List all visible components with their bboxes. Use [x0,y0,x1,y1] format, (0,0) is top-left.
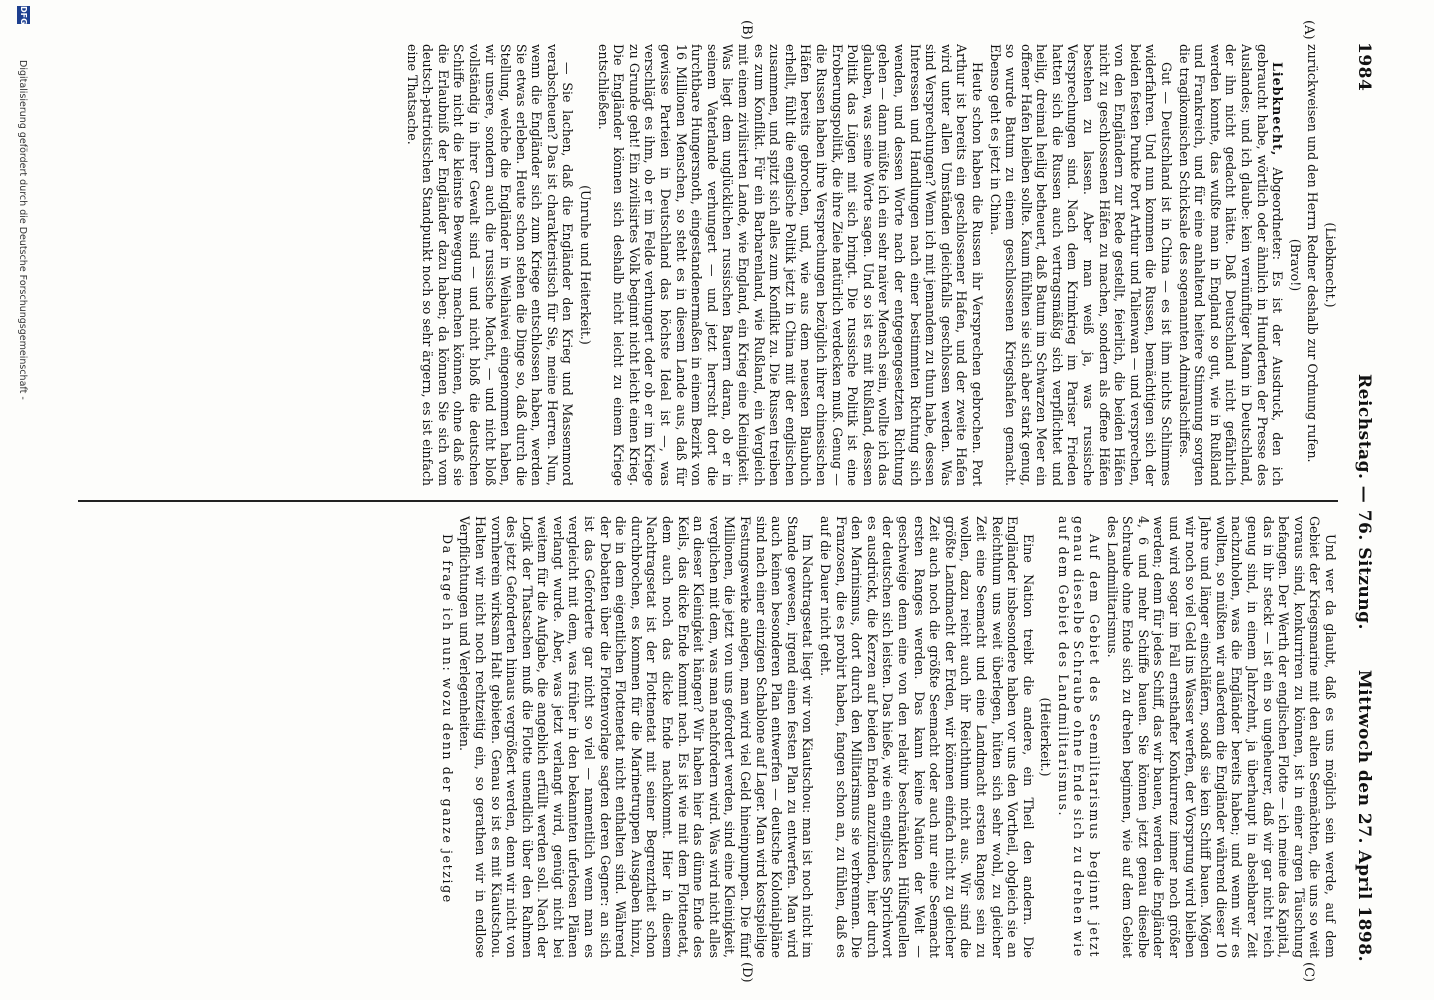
margin-marker-c: (C) [1301,962,1316,983]
text-column-left [78,44,1338,486]
speaker-tag: (Liebknecht.) [1323,222,1338,308]
paragraph: — Sie lachen, daß die Engländer den Krieg und Massenmord verabscheuen? Das ist charakteristisch für Sie, meine Herren. Nun, wenn die Engländer sich zum Kriege entschlossen haben, werden Sie etwas erleben. Heute schon stehen die Dinge so, daß durch die Stellung, welche die Engländer in Weihaiwei eingenommen haben, wir unsere, sondern auch die russische Macht, — und nicht bloß vollständig in ihrer Gewalt sind — und nicht bloß die deutschen Schiffe nicht die kleinste Bewegung machen können, ohne daß sie die Erlaubniß der Engländer dazu haben; da können Sie sich vom deutsch-patriotischen Standpunkt noch so sehr ärgern, es ist einfach eine Thatsache. [404,44,576,486]
digitization-credit: Digitalisierung gefördert durch die Deutsche Forschungsgemeinschaft - [17,60,28,400]
margin-marker-a: (A) [1301,20,1316,40]
speech-text: Abgeordneter: Es ist der Ausdruck, den ich gebraucht habe, wörtlich oder ähnlich in Hunderten der Presse des Auslandes; und ich glaube: kein vernünftiger Mann in Deutschland, der ihn nicht gedacht hätte. Daß Deutschland nicht gefährlich werden konnte, das wußte man in England so gut, wie in Rußland und Frankreich, und für eine anhaltend heitere Stimmung sorgten die tragikomischen Schicksale des sogenannten Admiralschiffes. [1176,44,1286,486]
interjection: (Unruhe und Heiterkeit.) [578,185,594,345]
margin-marker-b: (B) [739,20,754,40]
running-head [1348,42,1374,962]
interjection: (Heiterkeit.) [1038,697,1054,777]
page-number: 1984 [1354,42,1374,92]
paragraph: Im Nachtragsetat liegt wir von Kiautschou: man ist noch nicht im Stande gewesen, irgend einen festen Plan zu entwerfen. Man wird auch keinen besonderen Plan entwerfen — deutsche Kolonialpläne sind nach einer einzigen Schablone auf Lager. Man wird kostspielige Festungswerke anlegen, man wird viel Geld hineinpumpen. Die fünf Millionen, die jetzt von uns gefordert werden, sind eine Kleinigkeit, verglichen mit dem, was man nachfordern wird. Was wird nicht alles an dieser Kleinigkeit hängen? Wir haben hier das dünne Ende des Keils, das dicke Ende kommt nach. Es ist wie mit dem Flottenetat, dem auch noch das dicke Ende nachkommt. Hier in diesem Nachtragsetat ist der Flottenetat mit seiner Begrenztheit schon durchbrochen, es kommen für die Marinetruppen Ausgaben hinzu, die in dem eigentlichen Flottenetat nicht enthalten sind. Während der Debatten über die Flottenvorlage sagten deren Gegner: an sich ist das Geforderte gar nicht so viel — namentlich wenn man es vergleicht mit dem, was früher in den bekannten uferlosen Plänen verlangt wurde. Aber, was jetzt verlangt wird, genügt nicht bei weitem für die Aufgabe, die angeblich erfüllt werden soll. Nach der Logik der Thatsachen muß die Flotte unendlich über den Rahmen des jetzt Geforderten hinaus vergrößert werden, denn wir nicht von vornherein wirksam Halt gebieten. Genau so ist es mit Kiautschou. Halten wir nicht noch rechtzeitig ein, so gerathen wir in endlose Verpflichtungen und Verlegenheiten. [457,516,816,958]
paragraph: zurückweisen und den Herrn Redner deshalb zur Ordnung rufen. [1305,44,1321,463]
paragraph-spaced: Da frage ich nun: wozu denn der ganze jetzige [439,534,455,904]
column-divider [78,500,1338,502]
paragraph: Gut — Deutschland ist in China — es ist ihm nichts Schlimmes widerfahren. Und nun kommen die Russen, bemächtigen sich der beiden festen Punkte Port Arthur und Talienwan — und versprechen, von den Engländern zur Rede gestellt, feierlich, die beiden Häfen nicht zu geschlossenen Häfen zu machen, sondern als offene Häfen bestehen zu lassen. Aber man weiß ja, was russische Versprechungen sind. Nach dem Krimkrieg im Pariser Frieden hatten sich die Russen auch vertragsmäßig sich verpflichtet und heilig, dreimal heilig betheuert, daß Batum im Schwarzen Meer ein offener Hafen bleiben sollte. Kaum fühlten sie sich aber stark genug, so wurde Batum zu einem geschlossenen Kriegshafen gemacht. Ebenso geht es jetzt in China. [987,44,1175,486]
page-title: Reichstag. — 76. Sitzung. [1354,374,1374,630]
speech-paragraph [1176,44,1285,486]
paragraph-spaced: Auf dem Gebiet des Seemilitarismus beginnt jetzt genau dieselbe Schraube ohne Ende sich zu drehen wie auf dem Gebiet des Landmilitarismus. [1055,516,1103,958]
paragraph: Eine Nation treibt die andere, ein Theil den andern. Die Engländer insbesondere haben vor uns den Vortheil, obgleich sie an Reichthum uns weit überlegen, hüten sich sehr wohl, zu gleicher Zeit eine Seemacht und eine Landmacht ersten Ranges sein zu wollen, dazu reicht auch ihr Reichthum nicht aus. Wir sind die größte Landmacht der Erden, wir können einfach nicht zu gleicher Zeit auch noch die größte Seemacht oder auch nur eine Seemacht ersten Ranges werden. Das kann keine Nation der Welt — geschweige denn eine von den relativ beschränkten Hülfsquellen der deutschen sich leisten. Das hieße, wie ein englisches Sprichwort es ausdrückt, die Kerzen auf beiden Enden anzuzünden, hier durch den Marinismus, dort durch den Militarismus sie verbrennen. Die Franzosen, die es probirt haben, fangen schon an, zu fühlen, daß es auf die Dauer nicht geht. [818,516,1036,958]
dfg-logo: DFG [19,6,28,25]
margin-marker-d: (D) [739,962,754,983]
paragraph: Und wer da glaubt, daß es uns möglich sein werde, auf dem Gebiet der Kriegsmarine mit den alten Seemächten, die uns so weit voraus sind, konkurriren zu können, ist in einer argen Täuschung befangen. Der Werth der englischen Flotte — ich meine das Kapital, das in ihr steckt — ist ein so ungeheurer, daß wir gar nicht reich genug sind, in einem Jahrzehnt, ja überhaupt in absehbarer Zeit nachzuholen, was die Engländer bereits haben; und wenn wir es wollten, so müßten wir außerdem die Engländer während dieser 10 Jahre und länger einschläfern, sodaß sie kein Schiff bauen. Mögen wir noch so viel Geld ins Wasser werfen, der Vorsprung wird bleiben und wird sogar im Fall ernsthafter Konkurrenz immer noch größer werden; denn für jedes Schiff, das wir bauen, werden die Engländer 4, 6 und mehr Schiffe bauen. Sie können jetzt genau dieselbe Schraube ohne Ende sich zu drehen beginnen, wie auf dem Gebiet des Landmilitarismus. [1104,516,1338,958]
text-column-right [78,516,1338,958]
page-date: Mittwoch den 27. April 1898. [1354,669,1374,962]
speaker-name: Liebknecht, [1270,62,1286,157]
paragraph: Heute schon haben die Russen ihr Versprechen gebrochen. Port Arthur ist bereits ein geschlossener Hafen, und der zweite Hafen wird unter allen Umständen gleichfalls geschlossen werden. Was sind Versprechungen? Wenn ich mit jemandem zu thun habe, dessen Interessen und Handlungen nach einer bestimmten Richtung sich wenden, und dessen Worte nach der entgegengesetzten Richtung gehen — dann müßte ich ein sehr naiver Mensch sein, wollte ich das glauben, was seine Worte sagen. Und so ist es mit Rußland, dessen Politik das Lügen mit sich bringt. Die russische Politik ist eine Eroberungspolitik, die ihre Ziele natürlich verdecken muß. Genug — die Russen haben ihre Versprechungen bezüglich ihrer chinesischen Häfen bereits gebrochen, und, wie aus dem neuesten Blaubuch erhellt, fühlt die englische Politik jetzt in China mit der englischen zusammen, und spitzt sich alles zum Konflikt zu. Die Russen treiben es zum Konflikt. Für ein Barbarenland, wie Rußland, ein Vergleich mit einem zivilisirten Lande, wie England, ein Krieg eine Kleinigkeit. Was liegt dem unglücklichen russischen Bauern daran, ob er in seinem Vaterlande verhungert — und jetzt herrscht dort die furchtbare Hungersnoth, eingestandenermaßen in einem Bezirk von 16 Millionen Menschen, so steht es in diesem Lande aus, daß für gewisse Parteien in Deutschland das höchste Ideal ist —, was verschlägt es ihm, ob er im Felde verhungert oder ob er im Kriege zu Grunde geht! Ein zivilisirtes Volk beginnt nicht leicht einen Krieg. Die Engländer können sich deshalb nicht leicht zu einem Kriege entschließen. [595,44,985,486]
interjection: (Bravo!) [1287,238,1303,292]
